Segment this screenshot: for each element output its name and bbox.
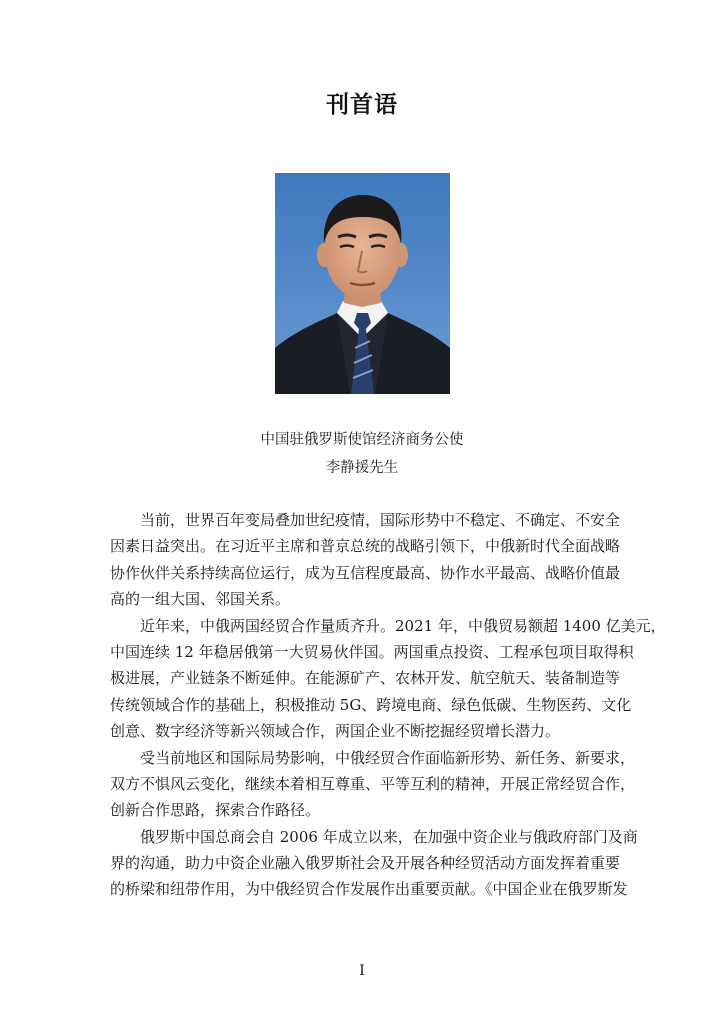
- paragraph-line: 双方不惧风云变化，继续本着相互尊重、平等互利的精神，开展正常经贸合作，: [110, 774, 636, 793]
- author-portrait: [275, 173, 450, 394]
- portrait-photo-icon: [275, 173, 450, 394]
- paragraph-line: 当前，世界百年变局叠加世纪疫情，国际形势中不稳定、不确定、不安全: [140, 511, 621, 529]
- paragraph-line: 高的一组大国、邻国关系。: [110, 590, 291, 609]
- page-number: I: [359, 963, 365, 979]
- page-title: 刊首语: [326, 92, 398, 118]
- paragraph-line: 创意、数字经济等新兴领域合作，两国企业不断挖掘经贸增长潜力。: [110, 722, 561, 741]
- paragraph-line: 受当前地区和国际局势影响，中俄经贸合作面临新形势、新任务、新要求，: [140, 748, 636, 767]
- body-text: [110, 507, 666, 903]
- paragraph-line: 界的沟通，助力中资企业融入俄罗斯社会及开展各种经贸活动方面发挥着重要: [110, 854, 621, 873]
- paragraph-line: 俄罗斯中国总商会自 2006 年成立以来，在加强中资企业与俄政府部门及商: [140, 827, 638, 846]
- paragraph-line: 因素日益突出。在习近平主席和普京总统的战略引领下，中俄新时代全面战略: [110, 537, 621, 556]
- author-position: 中国驻俄罗斯使馆经济商务公使: [260, 432, 464, 448]
- paragraph-line: 传统领域合作的基础上，积极推动 5G、跨境电商、绿色低碳、生物医药、文化: [110, 695, 632, 714]
- paragraph-line: 协作伙伴关系持续高位运行，成为互信程度最高、协作水平最高、战略价值最: [110, 563, 621, 582]
- paragraph-line: 创新合作思路，探索合作路径。: [110, 801, 321, 820]
- paragraph-line: 极进展，产业链条不断延伸。在能源矿产、农林开发、航空航天、装备制造等: [110, 669, 621, 688]
- paragraph-line: 近年来，中俄两国经贸合作量质齐升。2021 年，中俄贸易额超 1400 亿美元，: [140, 616, 666, 635]
- author-name: 李静援先生: [325, 460, 399, 476]
- paragraph-line: 中国连续 12 年稳居俄第一大贸易伙伴国。两国重点投资、工程承包项目取得积: [110, 642, 634, 661]
- paragraph-line: 的桥梁和纽带作用，为中俄经贸合作发展作出重要贡献。《中国企业在俄罗斯发: [110, 880, 628, 899]
